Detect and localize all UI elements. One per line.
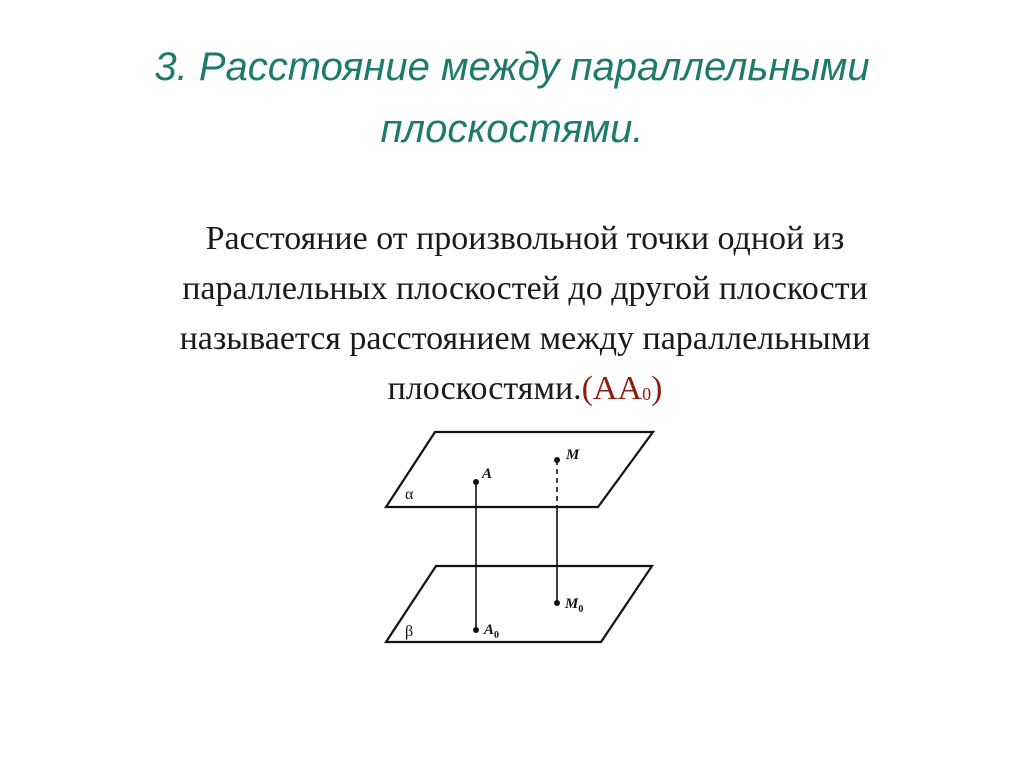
label-m0	[564, 596, 583, 615]
point-m	[554, 457, 560, 463]
plane-alpha	[386, 432, 653, 507]
label-alpha: α	[405, 486, 414, 503]
label-m: M	[566, 447, 580, 463]
definition-line-1: Расстояние от произвольной точки одной из	[205, 220, 845, 257]
definition-line-3: называется расстоянием между параллельными	[179, 320, 871, 357]
definition-line-4-text: плоскостями.	[387, 370, 582, 407]
point-a	[473, 479, 479, 485]
point-a0	[473, 627, 479, 633]
parallel-planes-figure	[380, 420, 670, 660]
slide-title-line-1: 3. Расстояние между параллельными	[154, 45, 870, 89]
slide-title	[0, 36, 1024, 160]
label-m0-letter: M	[565, 596, 579, 612]
segment-notation	[582, 370, 663, 407]
label-a0	[483, 622, 499, 641]
label-a0-subscript: 0	[494, 630, 500, 641]
definition-line-2: параллельных плоскостей до другой плоскости	[182, 270, 868, 307]
notation-close: )	[651, 370, 663, 407]
notation-subscript: 0	[642, 384, 652, 404]
definition-line-4	[110, 364, 940, 419]
label-beta: β	[405, 623, 414, 640]
label-a: A	[482, 466, 493, 482]
point-m0	[554, 600, 560, 606]
label-a0-letter: A	[484, 622, 495, 638]
notation-open: (AA	[581, 370, 643, 407]
label-m0-subscript: 0	[578, 604, 584, 615]
plane-beta	[386, 566, 652, 642]
slide-title-line-2: плоскостями.	[380, 107, 644, 151]
definition-text	[110, 214, 940, 419]
